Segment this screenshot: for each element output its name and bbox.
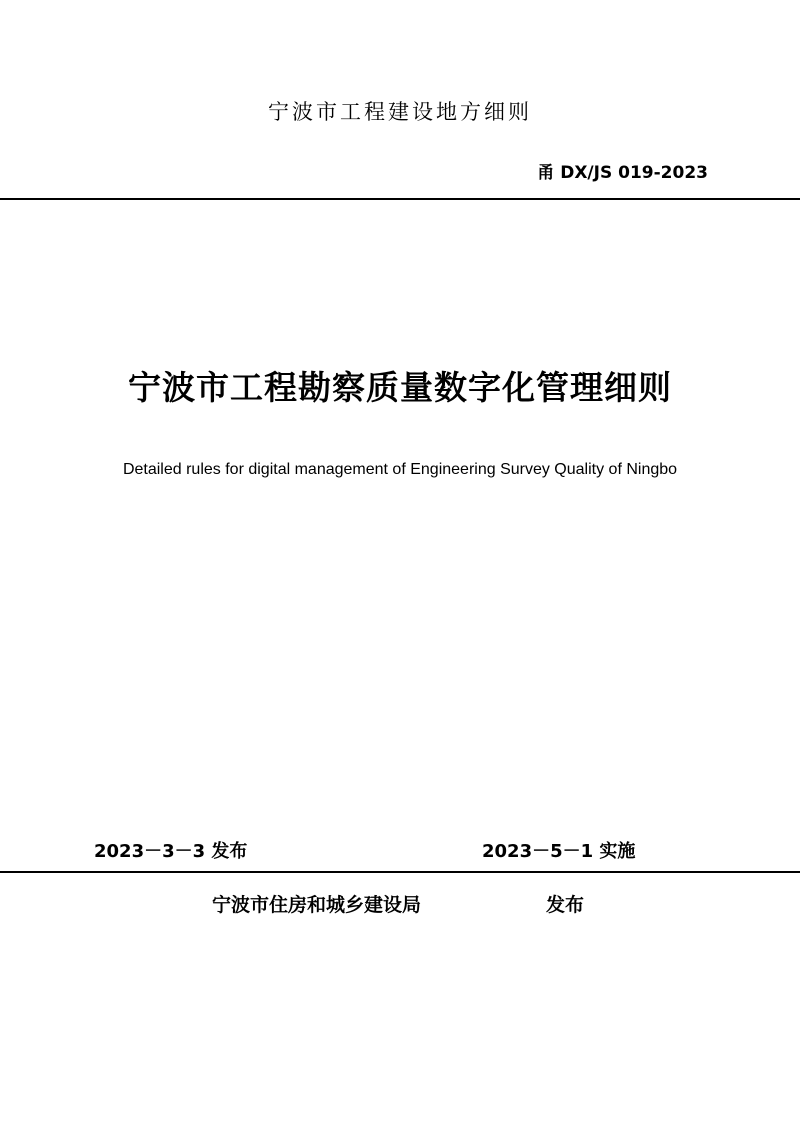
standard-number: 甬 DX/JS 019-2023 [537, 163, 708, 183]
implementation-date: 2023－5－1 实施 [482, 841, 636, 862]
top-divider [0, 198, 800, 200]
document-title: 宁波市工程勘察质量数字化管理细则 [128, 368, 672, 407]
issuing-authority: 宁波市住房和城乡建设局 [212, 894, 422, 916]
bottom-divider [0, 871, 800, 873]
series-title: 宁波市工程建设地方细则 [268, 100, 532, 124]
issue-date: 2023－3－3 发布 [94, 841, 248, 862]
english-title: Detailed rules for digital management of Engineering Survey Quality of Ningbo [122, 461, 678, 478]
issuing-action: 发布 [546, 894, 585, 916]
